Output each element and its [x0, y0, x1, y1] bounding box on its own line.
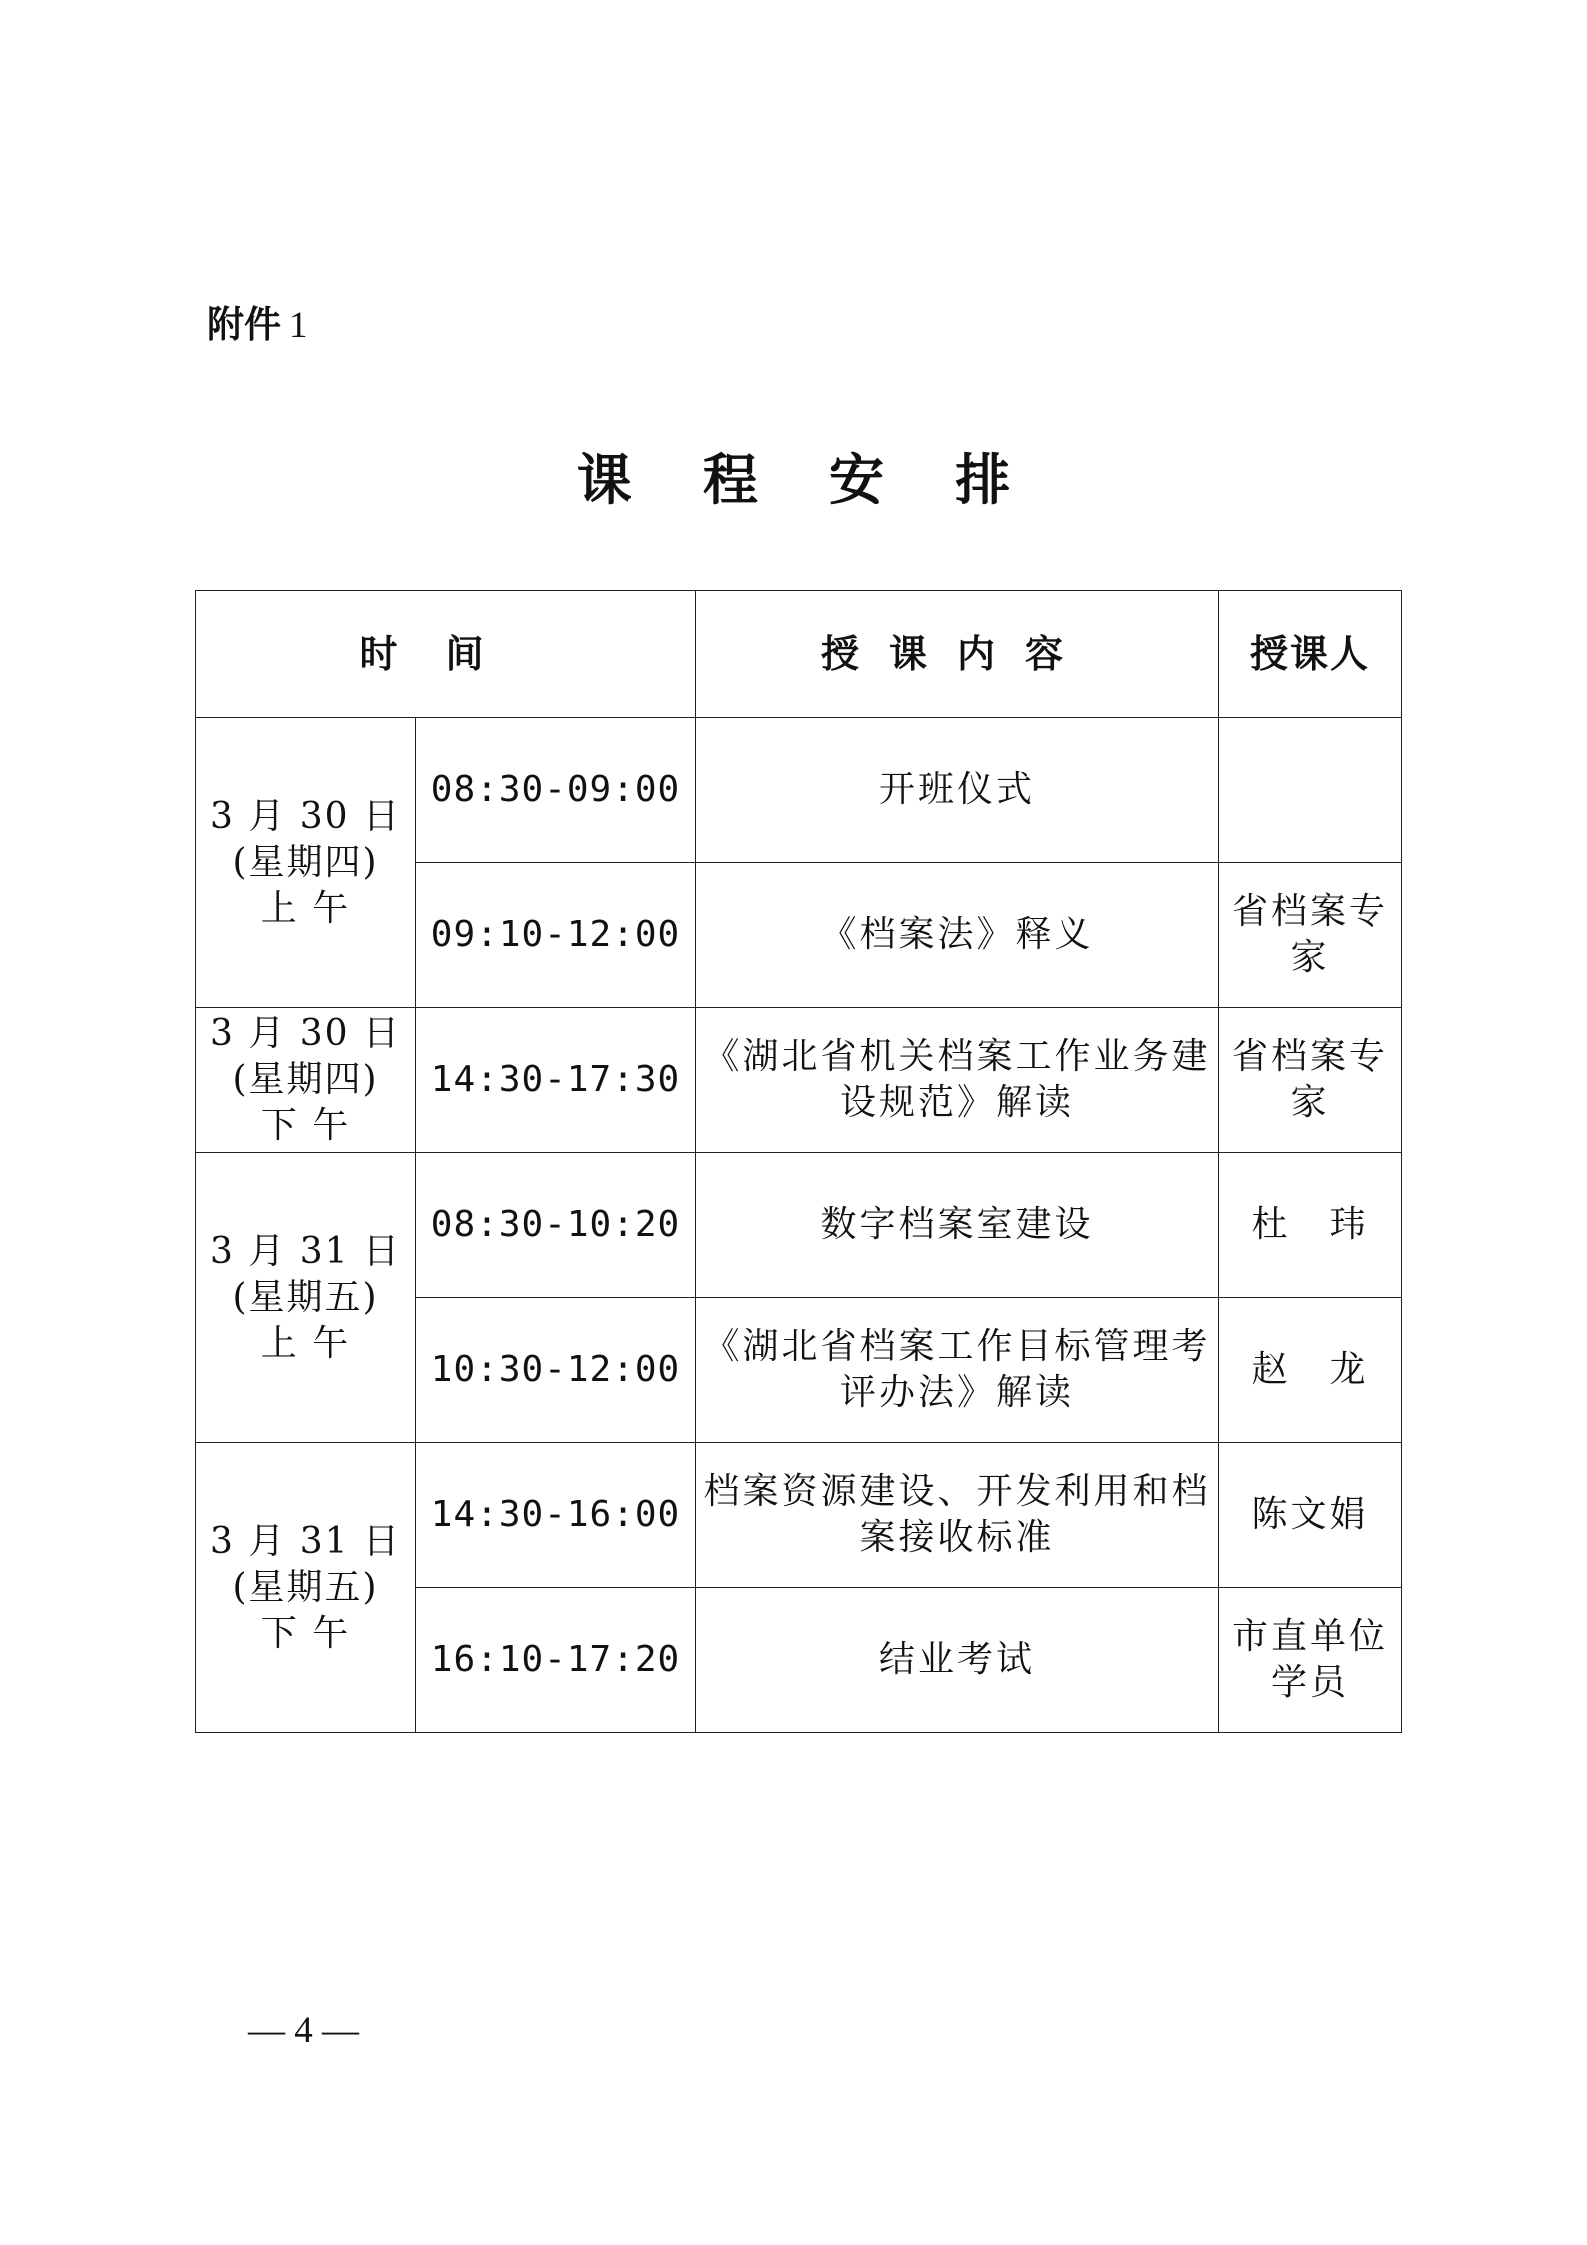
- date-cell: [196, 1443, 416, 1733]
- content-cell: 结业考试: [696, 1588, 1219, 1733]
- time-cell: 08:30-09:00: [416, 718, 696, 863]
- teacher-cell: 陈文娟: [1219, 1443, 1402, 1588]
- header-time: 时间: [196, 591, 696, 718]
- date-line: 3 月 30 日: [209, 795, 402, 837]
- table-row: [196, 1008, 1402, 1153]
- content-cell: 开班仪式: [696, 718, 1219, 863]
- page-title: 课 程 安 排: [576, 448, 1037, 512]
- teacher-cell: [1219, 718, 1402, 863]
- weekday-line: (星期四): [232, 841, 379, 883]
- date-line: 3 月 31 日: [209, 1520, 402, 1562]
- table-row: [196, 718, 1402, 863]
- content-cell: 档案资源建设、开发利用和档案接收标准: [696, 1443, 1219, 1588]
- teacher-cell: 杜 玮: [1219, 1153, 1402, 1298]
- content-cell: 《湖北省档案工作目标管理考评办法》解读: [696, 1298, 1219, 1443]
- page-number: — 4 —: [248, 2010, 359, 2051]
- date-line: 3 月 31 日: [209, 1230, 402, 1272]
- table-header-row: [196, 591, 1402, 718]
- teacher-cell: 省档案专家: [1219, 863, 1402, 1008]
- time-cell: 14:30-16:00: [416, 1443, 696, 1588]
- time-cell: 09:10-12:00: [416, 863, 696, 1008]
- attachment-label-text: 附件: [207, 303, 281, 346]
- header-content: 授课内容: [696, 591, 1219, 718]
- weekday-line: (星期五): [232, 1566, 379, 1608]
- table-row: [196, 1153, 1402, 1298]
- time-cell: 08:30-10:20: [416, 1153, 696, 1298]
- date-cell: [196, 1008, 416, 1153]
- attachment-number: 1: [289, 305, 308, 346]
- content-cell: 数字档案室建设: [696, 1153, 1219, 1298]
- date-cell: [196, 718, 416, 1008]
- period-line: 下 午: [260, 1105, 351, 1146]
- date-cell: [196, 1153, 416, 1443]
- period-line: 上 午: [260, 1322, 351, 1364]
- header-teacher: 授课人: [1219, 591, 1402, 718]
- weekday-line: (星期四): [232, 1059, 379, 1100]
- period-line: 上 午: [260, 887, 351, 929]
- schedule-table: [195, 590, 1402, 1733]
- weekday-line: (星期五): [232, 1276, 379, 1318]
- content-cell: 《档案法》释义: [696, 863, 1219, 1008]
- content-cell: 《湖北省机关档案工作业务建设规范》解读: [696, 1008, 1219, 1153]
- attachment-label: [207, 300, 308, 351]
- period-line: 下 午: [260, 1612, 351, 1654]
- time-cell: 10:30-12:00: [416, 1298, 696, 1443]
- time-cell: 16:10-17:20: [416, 1588, 696, 1733]
- teacher-cell: 市直单位学员: [1219, 1588, 1402, 1733]
- table-row: [196, 1443, 1402, 1588]
- time-cell: 14:30-17:30: [416, 1008, 696, 1153]
- teacher-cell: 赵 龙: [1219, 1298, 1402, 1443]
- date-line: 3 月 30 日: [209, 1013, 402, 1054]
- teacher-cell: 省档案专家: [1219, 1008, 1402, 1153]
